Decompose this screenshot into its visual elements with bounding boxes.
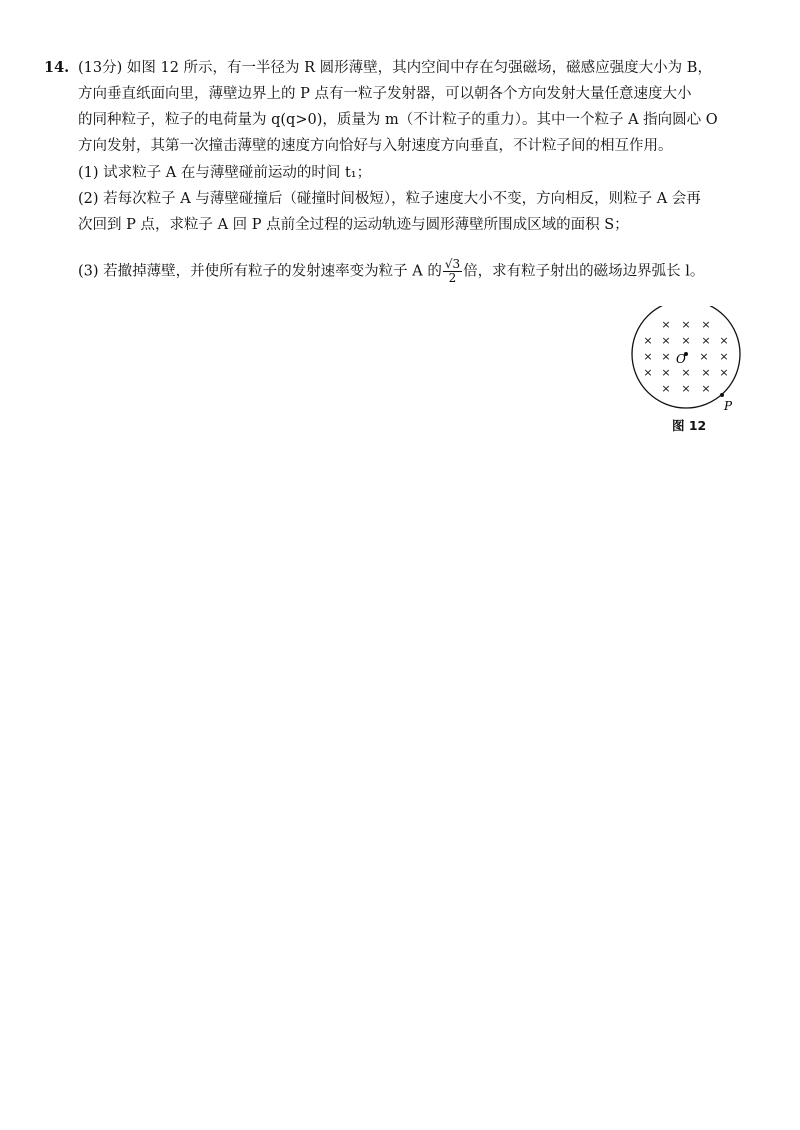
point-label-p: P — [724, 399, 733, 413]
field-cross-mark: × — [681, 366, 691, 379]
field-cross-mark: × — [699, 350, 709, 363]
question-part-1: (1) 试求粒子 A 在与薄壁碰前运动的时间 t₁； — [78, 165, 372, 181]
field-cross-mark: × — [661, 382, 671, 395]
field-cross-mark: × — [719, 350, 729, 363]
emitter-point-p — [720, 393, 724, 397]
field-cross-mark: × — [661, 334, 671, 347]
field-cross-mark: × — [661, 318, 671, 331]
field-cross-mark: × — [661, 366, 671, 379]
question-part-3 — [78, 258, 704, 285]
fraction-numerator: √3 — [444, 257, 461, 271]
field-cross-mark: × — [643, 366, 653, 379]
field-cross-mark: × — [681, 382, 691, 395]
field-cross-mark: × — [719, 366, 729, 379]
field-cross-mark: × — [643, 334, 653, 347]
problem-text-line-2: 方向垂直纸面向里，薄壁边界上的 P 点有一粒子发射器，可以朝各个方向发射大量任意速度大小 — [78, 86, 692, 102]
field-into-page-marks — [643, 318, 728, 395]
field-cross-mark: × — [701, 382, 711, 395]
question-part-3-text-after: 倍，求有粒子射出的磁场边界弧长 l。 — [463, 263, 705, 280]
question-part-3-text-before: (3) 若撤掉薄壁，并使所有粒子的发射速率变为粒子 A 的 — [78, 263, 442, 280]
field-cross-mark: × — [643, 350, 653, 363]
field-cross-mark: × — [681, 334, 691, 347]
question-part-2-line-1: (2) 若每次粒子 A 与薄壁碰撞后（碰撞时间极短），粒子速度大小不变，方向相反，则粒子 A 会再 — [78, 191, 701, 207]
field-cross-mark: × — [701, 318, 711, 331]
center-label-o: O — [676, 352, 686, 366]
figure-caption: 图 12 — [672, 418, 707, 433]
field-cross-mark: × — [701, 366, 711, 379]
field-cross-mark: × — [661, 350, 671, 363]
field-cross-mark: × — [701, 334, 711, 347]
fraction-denominator: 2 — [448, 271, 457, 285]
problem-text-line-1: (13分) 如图 12 所示，有一半径为 R 圆形薄壁，其内空间中存在匀强磁场，磁感应强度大小为 B， — [78, 60, 712, 76]
magnetic-field-circle-figure — [622, 306, 752, 416]
problem-text-line-3: 的同种粒子，粒子的电荷量为 q(q>0)，质量为 m（不计粒子的重力）。其中一个粒子 A 指向圆心 O — [78, 112, 718, 128]
question-part-2-line-2: 次回到 P 点，求粒子 A 回 P 点前全过程的运动轨迹与圆形薄壁所围成区域的面积 S； — [78, 217, 629, 233]
problem-text-line-4: 方向发射，其第一次撞击薄壁的速度方向恰好与入射速度方向垂直，不计粒子间的相互作用。 — [78, 138, 673, 154]
field-cross-mark: × — [719, 334, 729, 347]
problem-number: 14. — [44, 59, 70, 76]
sqrt3-over-2-fraction — [443, 258, 462, 285]
field-cross-mark: × — [681, 318, 691, 331]
